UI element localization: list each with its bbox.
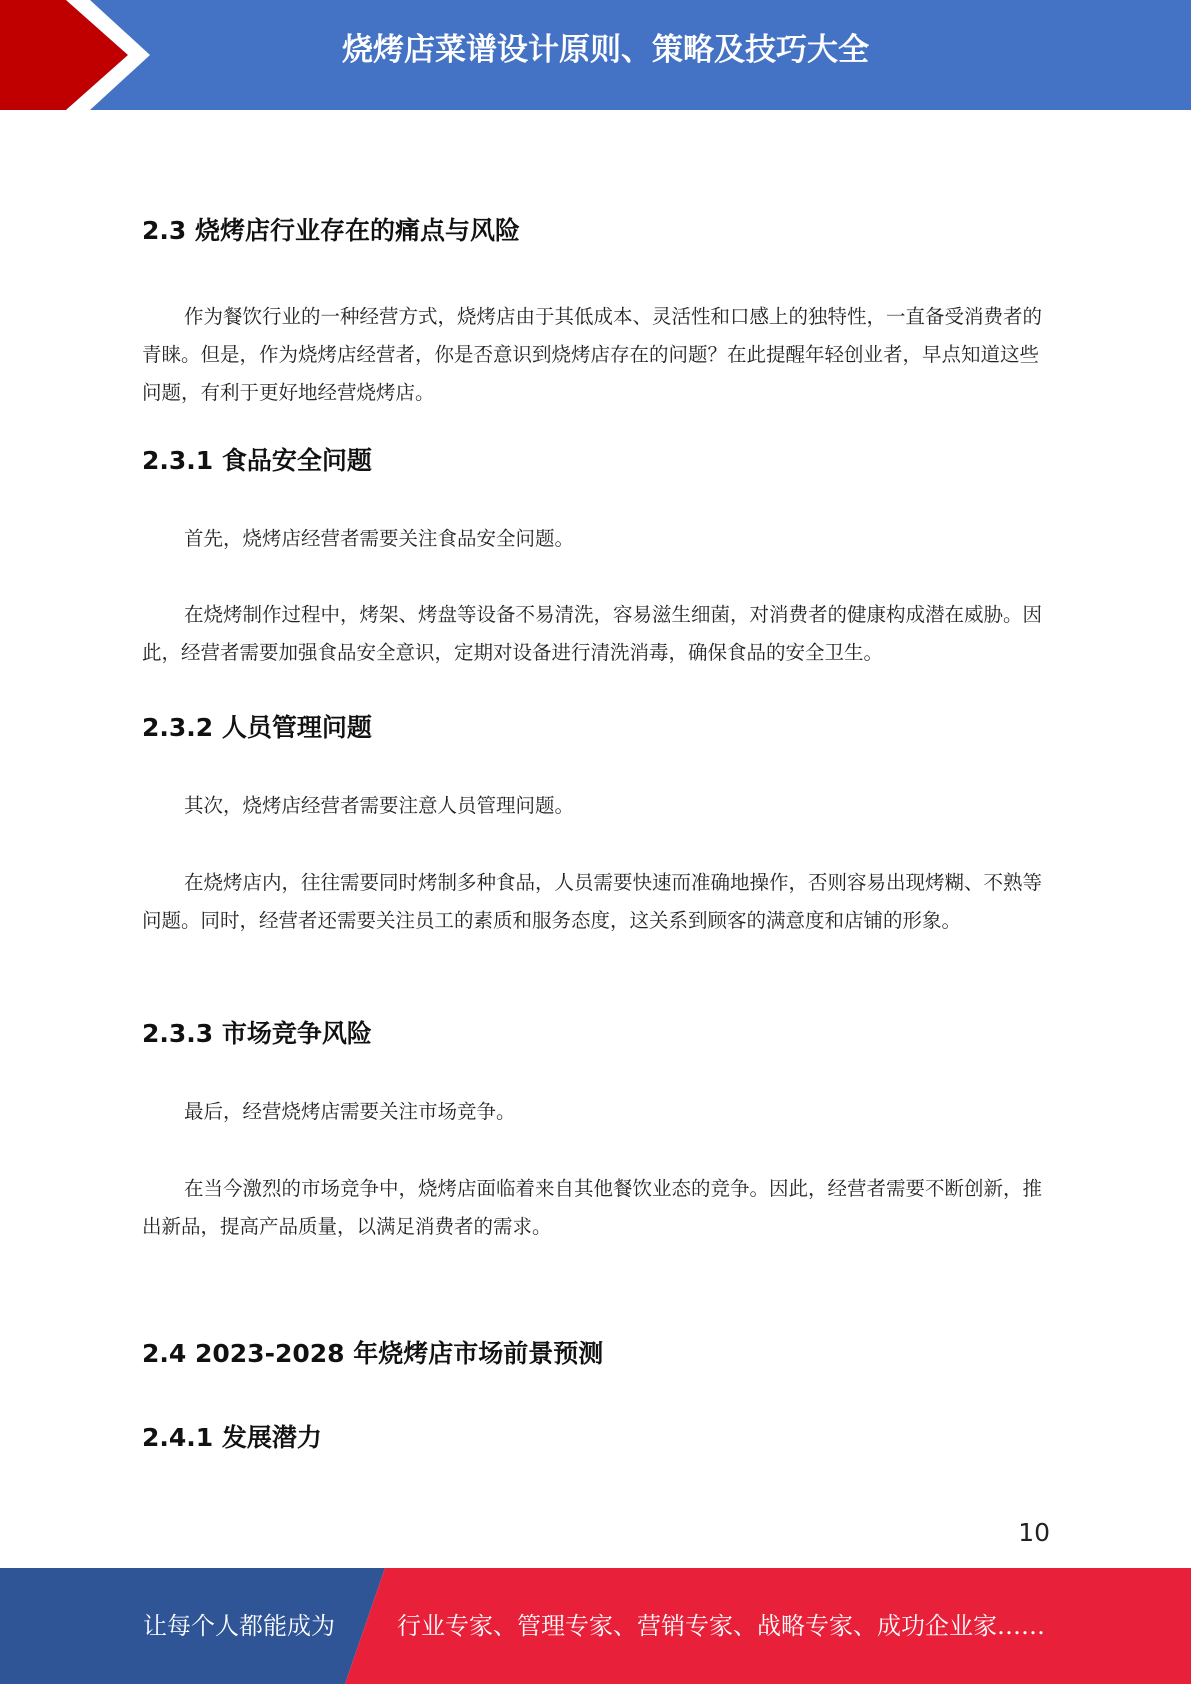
section-heading-2-3-3: 2.3.3 市场竞争风险: [142, 1019, 372, 1048]
footer-slogan-right: 行业专家、管理专家、营销专家、战略专家、成功企业家……: [397, 1612, 1045, 1640]
section-heading-2-4-1: 2.4.1 发展潜力: [142, 1423, 322, 1452]
section-heading-2-3: 2.3 烧烤店行业存在的痛点与风险: [142, 216, 520, 245]
section-2-3-1-paragraph-2: 在烧烤制作过程中，烤架、烤盘等设备不易清洗，容易滋生细菌，对消费者的健康构成潜在威胁。因此，经营者需要加强食品安全意识，定期对设备进行清洗消毒，确保食品的安全卫生。: [142, 603, 1043, 664]
section-2-3-2-paragraph-1: 其次，烧烤店经营者需要注意人员管理问题。: [184, 794, 575, 817]
section-2-3-3-paragraph-2: 在当今激烈的市场竞争中，烧烤店面临着来自其他餐饮业态的竞争。因此，经营者需要不断创新，推出新品，提高产品质量，以满足消费者的需求。: [142, 1177, 1043, 1238]
section-heading-2-4: 2.4 2023-2028 年烧烤店市场前景预测: [142, 1339, 604, 1368]
section-2-3-3-paragraph-1: 最后，经营烧烤店需要关注市场竞争。: [184, 1100, 516, 1123]
page-footer: [0, 1568, 1191, 1684]
section-2-3-1-paragraph-1: 首先，烧烤店经营者需要关注食品安全问题。: [184, 527, 575, 550]
page-header: [0, 0, 1191, 110]
section-2-3-2-paragraph-2: 在烧烤店内，往往需要同时烤制多种食品，人员需要快速而准确地操作，否则容易出现烤糊、不熟等问题。同时，经营者还需要关注员工的素质和服务态度，这关系到顾客的满意度和店铺的形象。: [142, 871, 1043, 932]
footer-slogan-left: 让每个人都能成为: [143, 1612, 335, 1640]
section-heading-2-3-2: 2.3.2 人员管理问题: [142, 713, 372, 742]
page-number: 10: [1018, 1518, 1050, 1547]
section-heading-2-3-1: 2.3.1 食品安全问题: [142, 446, 372, 475]
document-title: 烧烤店菜谱设计原则、策略及技巧大全: [342, 32, 869, 68]
section-2-3-intro: 作为餐饮行业的一种经营方式，烧烤店由于其低成本、灵活性和口感上的独特性，一直备受消费者的青睐。但是，作为烧烤店经营者，你是否意识到烧烤店存在的问题？在此提醒年轻创业者，早点知道这些问题，有利于更好地经营烧烤店。: [142, 305, 1043, 404]
